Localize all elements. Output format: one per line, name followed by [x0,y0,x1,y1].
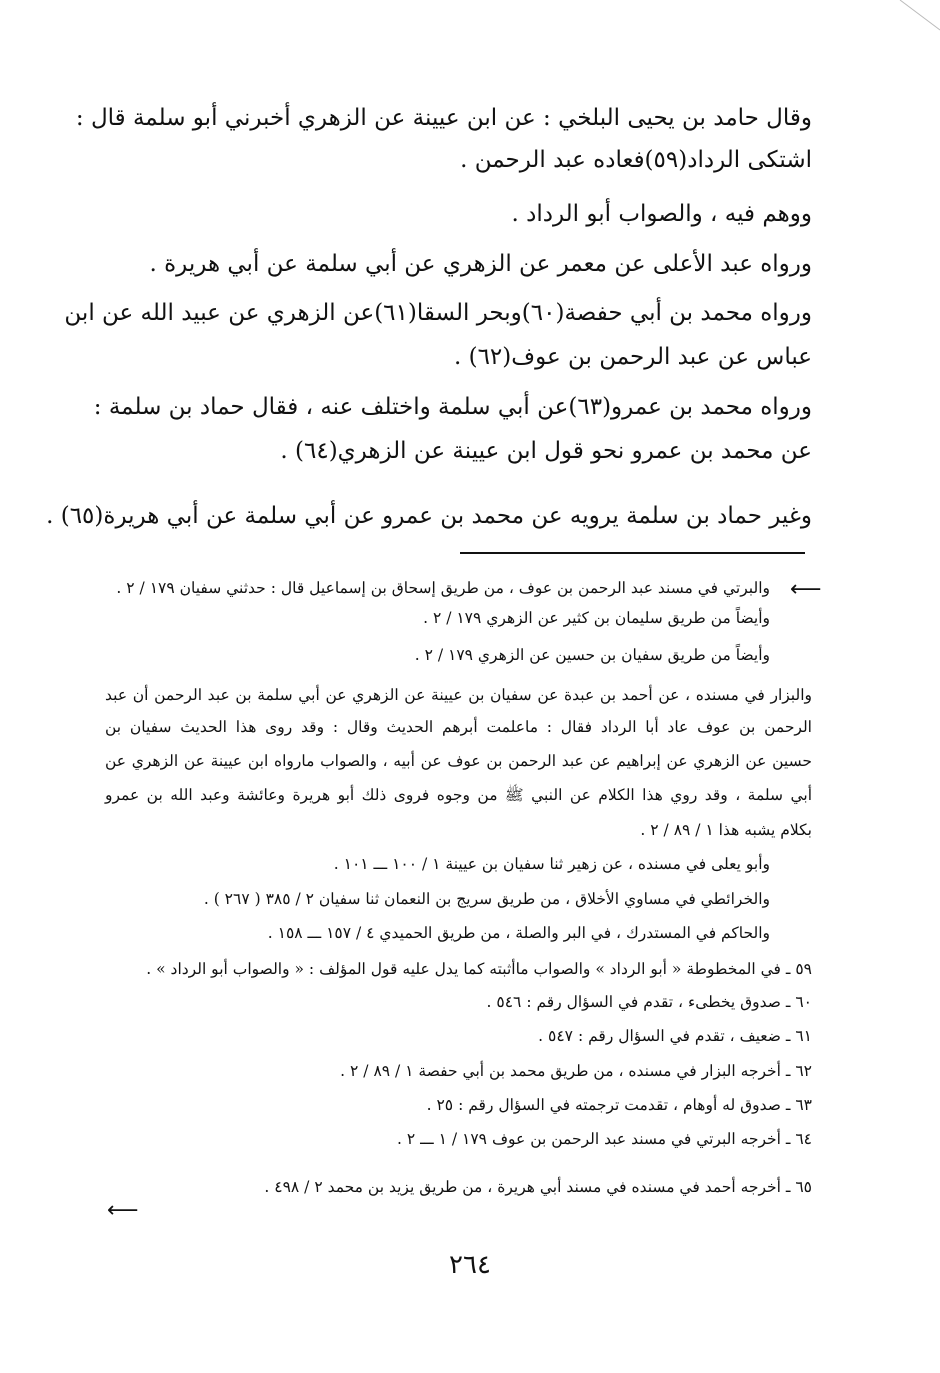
continuation-arrow-icon: ⟵ [790,577,822,602]
main-text-line: ورواه محمد بن عمرو(٦٣)عن أبي سلمة واختلف عنه ، فقال حماد بن سلمة : [93,394,812,420]
footnote-line: الرحمن بن عوف عاد أبا الرداد فقال : ماعلمت أبرهم الحديث وقال : وقد روى هذا الحديث سفيان بن [105,718,812,736]
footnote-line: ٦٣ ـ صدوق له أوهام ، تقدمت ترجمته في السؤال رقم : ٢٥ . [426,1096,812,1114]
main-text-line: وقال حامد بن يحيى البلخي : عن ابن عيينة عن الزهري أخبرني أبو سلمة قال : [75,105,812,131]
footnote-line: وأبو يعلى في مسنده ، عن زهير ثنا سفيان بن عيينة ١ / ١٠٠ ـــ ١٠١ . [333,855,770,873]
footnote-line: بكلام يشبه هذا ١ / ٨٩ / ٢ . [640,821,812,839]
main-text-line: ووهم فيه ، والصواب أبو الرداد . [511,201,812,227]
footnote-line: أبي سلمة ، وقد روي هذا الكلام عن النبي ﷺ من وجوه فروى ذلك أبو هريرة وعائشة وعبد الله بن عمرو [105,786,812,804]
footnote-line: حسين عن الزهري عن إبراهيم عن عبد الرحمن بن عوف عن أبيه ، والصواب مارواه ابن عيينة عن الزهري عن [105,752,812,770]
scan-corner-mark [880,0,940,50]
footnote-line: ٦٥ ـ أخرجه أحمد في مسنده في مسند أبي هريرة ، من طريق يزيد بن محمد ٢ / ٤٩٨ . [264,1178,812,1196]
footnote-line: وأيضاً من طريق سفيان بن حسين عن الزهري ١٧٩ / ٢ . [414,646,770,664]
footnote-line: ٦٢ ـ أخرجه البزار في مسنده ، من طريق محمد بن أبي حفصة ١ / ٨٩ / ٢ . [340,1062,812,1080]
footnote-line: وأيضاً من طريق سليمان بن كثير عن الزهري ١٧٩ / ٢ . [423,609,770,627]
footnote-line: ٦١ ـ ضعيف ، تقدم في السؤال رقم : ٥٤٧ . [538,1027,812,1045]
footnote-line: والبزار في مسنده ، عن أحمد بن عبدة عن سفيان بن عيينة عن الزهري عن أبي سلمة بن عبد الرحمن أن عبد [105,686,812,704]
footnote-line: ٦٤ ـ أخرجه البرتي في مسند عبد الرحمن بن عوف ١٧٩ / ١ ـــ ٢ . [396,1130,812,1148]
main-text-line: ورواه عبد الأعلى عن معمر عن الزهري عن أبي سلمة عن أبي هريرة . [149,251,812,277]
footnote-line: والحاكم في المستدرك ، في البر والصلة ، من طريق الحميدي ٤ / ١٥٧ ـــ ١٥٨ . [267,924,770,942]
footnote-line: والخرائطي في مساوي الأخلاق ، من طريق سريج بن النعمان ثنا سفيان ٢ / ٣٨٥ ( ٢٦٧ ) . [203,890,770,908]
main-text-line: ورواه محمد بن أبي حفصة(٦٠)وبحر السقا(٦١)عن الزهري عن عبيد الله عن ابن [64,300,812,326]
footnote-separator [460,552,805,554]
main-text-line: عن محمد بن عمرو نحو قول ابن عيينة عن الزهري(٦٤) . [280,438,812,464]
footnote-line: ٥٩ ـ في المخطوطة « أبو الرداد » والصواب ماأثبته كما يدل عليه قول المؤلف : « والصواب أبو الرداد » . [146,960,812,978]
page-number: ٢٦٤ [449,1250,491,1280]
footnote-line: والبرتي في مسند عبد الرحمن بن عوف ، من طريق إسحاق بن إسماعيل قال : حدثني سفيان ١٧٩ / ٢ . [116,579,770,597]
main-text-line: وغير حماد بن سلمة يرويه عن محمد بن عمرو عن أبي سلمة عن أبي هريرة(٦٥) . [46,503,812,529]
footnote-line: ٦٠ ـ صدوق يخطىء ، تقدم في السؤال رقم : ٥٤٦ . [486,993,812,1011]
main-text-line: اشتكى الرداد(٥٩)فعاده عبد الرحمن . [460,147,812,173]
main-text-line: عباس عن عبد الرحمن بن عوف(٦٢) . [453,344,812,370]
continuation-arrow-icon: ⟵ [107,1198,139,1223]
